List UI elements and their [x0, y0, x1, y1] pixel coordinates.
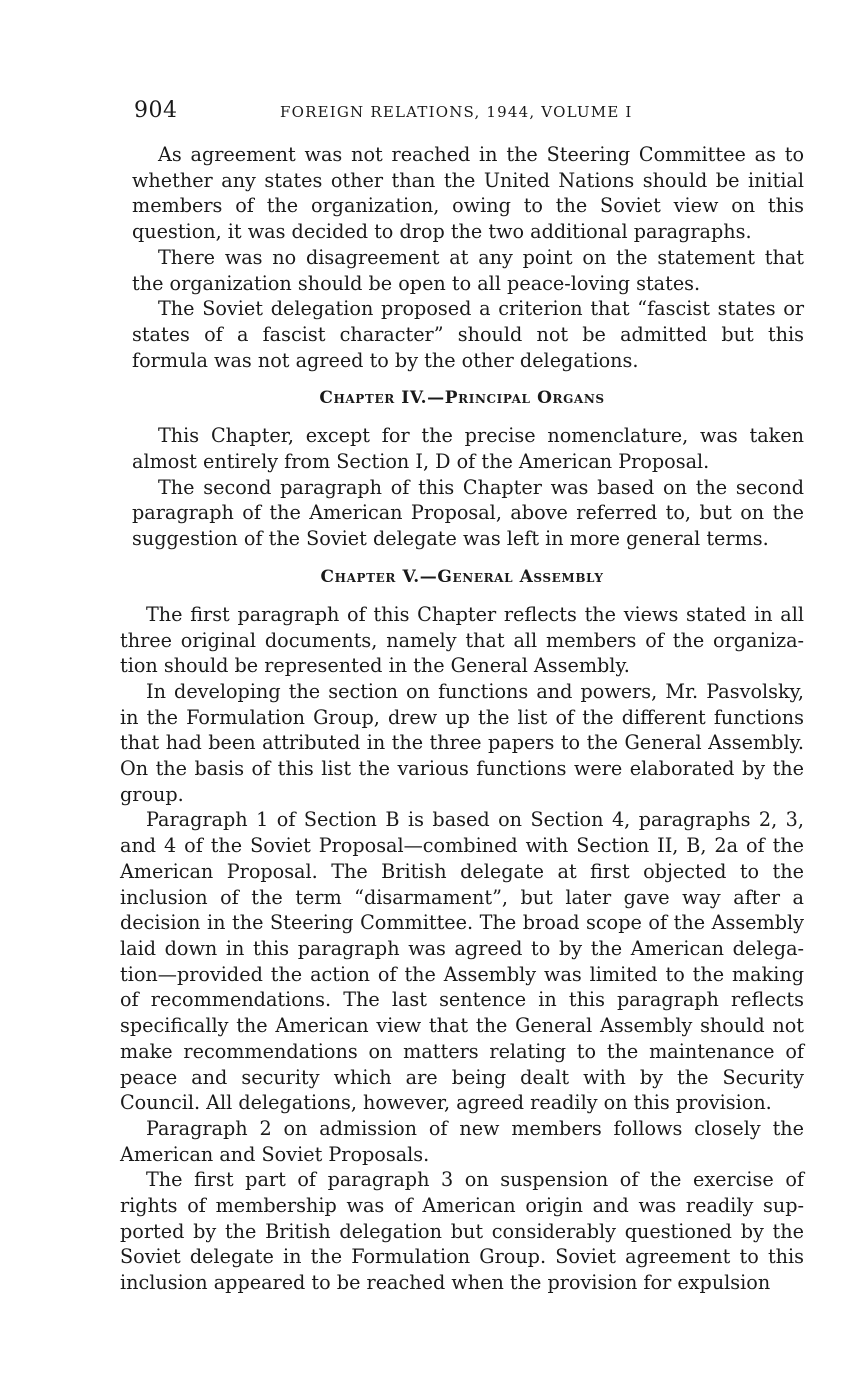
chapter-heading-v: Chapter V.—General Assembly — [320, 566, 604, 587]
paragraph: The first part of paragraph 3 on suspension of the exercise of rights of membership was of American origin and was readily supported by the British delegation but considerably questioned by the Soviet delegate in the Formulation Group. Soviet agreement to this inclusion appeared to be reached when the provision for expulsion — [120, 1168, 804, 1295]
page-body — [120, 142, 804, 1296]
paragraph: The Soviet delegation proposed a criterion that “fascist states or states of a fascist character” should not be admitted but this formula was not agreed to by the other delegations. — [132, 297, 804, 372]
paragraph: There was no disagreement at any point on the statement that the organization should be open to all peace-loving states. — [132, 245, 804, 295]
paragraph: Paragraph 2 on admission of new members follows closely the American and Soviet Proposals. — [120, 1116, 804, 1166]
section-chapter-v — [120, 602, 804, 1296]
paragraph: The first paragraph of this Chapter reflects the views stated in all three original documents, namely that all members of the organization should be represented in the General Assembly. — [120, 602, 804, 678]
section-membership — [120, 142, 804, 373]
paragraph: This Chapter, except for the precise nomenclature, was taken almost entirely from Section I, D of the American Proposal. — [132, 424, 804, 474]
document-page — [120, 96, 804, 1296]
paragraph: As agreement was not reached in the Steering Committee as to whether any states other than the United Nations should be initial members of the organization, owing to the Soviet view on this question, it was decided to drop the two additional paragraphs. — [132, 143, 804, 244]
running-head — [120, 96, 804, 130]
section-chapter-iv — [120, 423, 804, 552]
chapter-heading-iv: Chapter IV.—Principal Organs — [319, 388, 605, 409]
paragraph: Paragraph 1 of Section B is based on Section 4, paragraphs 2, 3, and 4 of the Soviet Proposal—combined with Section II, B, 2a of the American Proposal. The British delegate at first objected to the inclusion of the term “disarmament”, but later gave way after a decision in the Steering Committee. The broad scope of the Assembly laid down in this paragraph was agreed to by the American delegation—provided the action of the Assembly was limited to the making of recommendations. The last sentence in this paragraph reflects specifically the American view that the General Assembly should not make recommendations on matters relating to the maintenance of peace and security which are being dealt with by the Security Council. All delegations, however, agreed readily on this provision. — [120, 808, 804, 1115]
running-title: FOREIGN RELATIONS, 1944, VOLUME I — [280, 103, 633, 121]
page-number: 904 — [134, 98, 178, 123]
paragraph: The second paragraph of this Chapter was based on the second paragraph of the American Proposal, above referred to, but on the suggestion of the Soviet delegate was left in more general terms. — [132, 475, 804, 551]
paragraph: In developing the section on functions and powers, Mr. Pasvolsky, in the Formulation Group, drew up the list of the different functions that had been attributed in the three papers to the General Assembly. On the basis of this list the various functions were elaborated by the group. — [120, 679, 804, 806]
